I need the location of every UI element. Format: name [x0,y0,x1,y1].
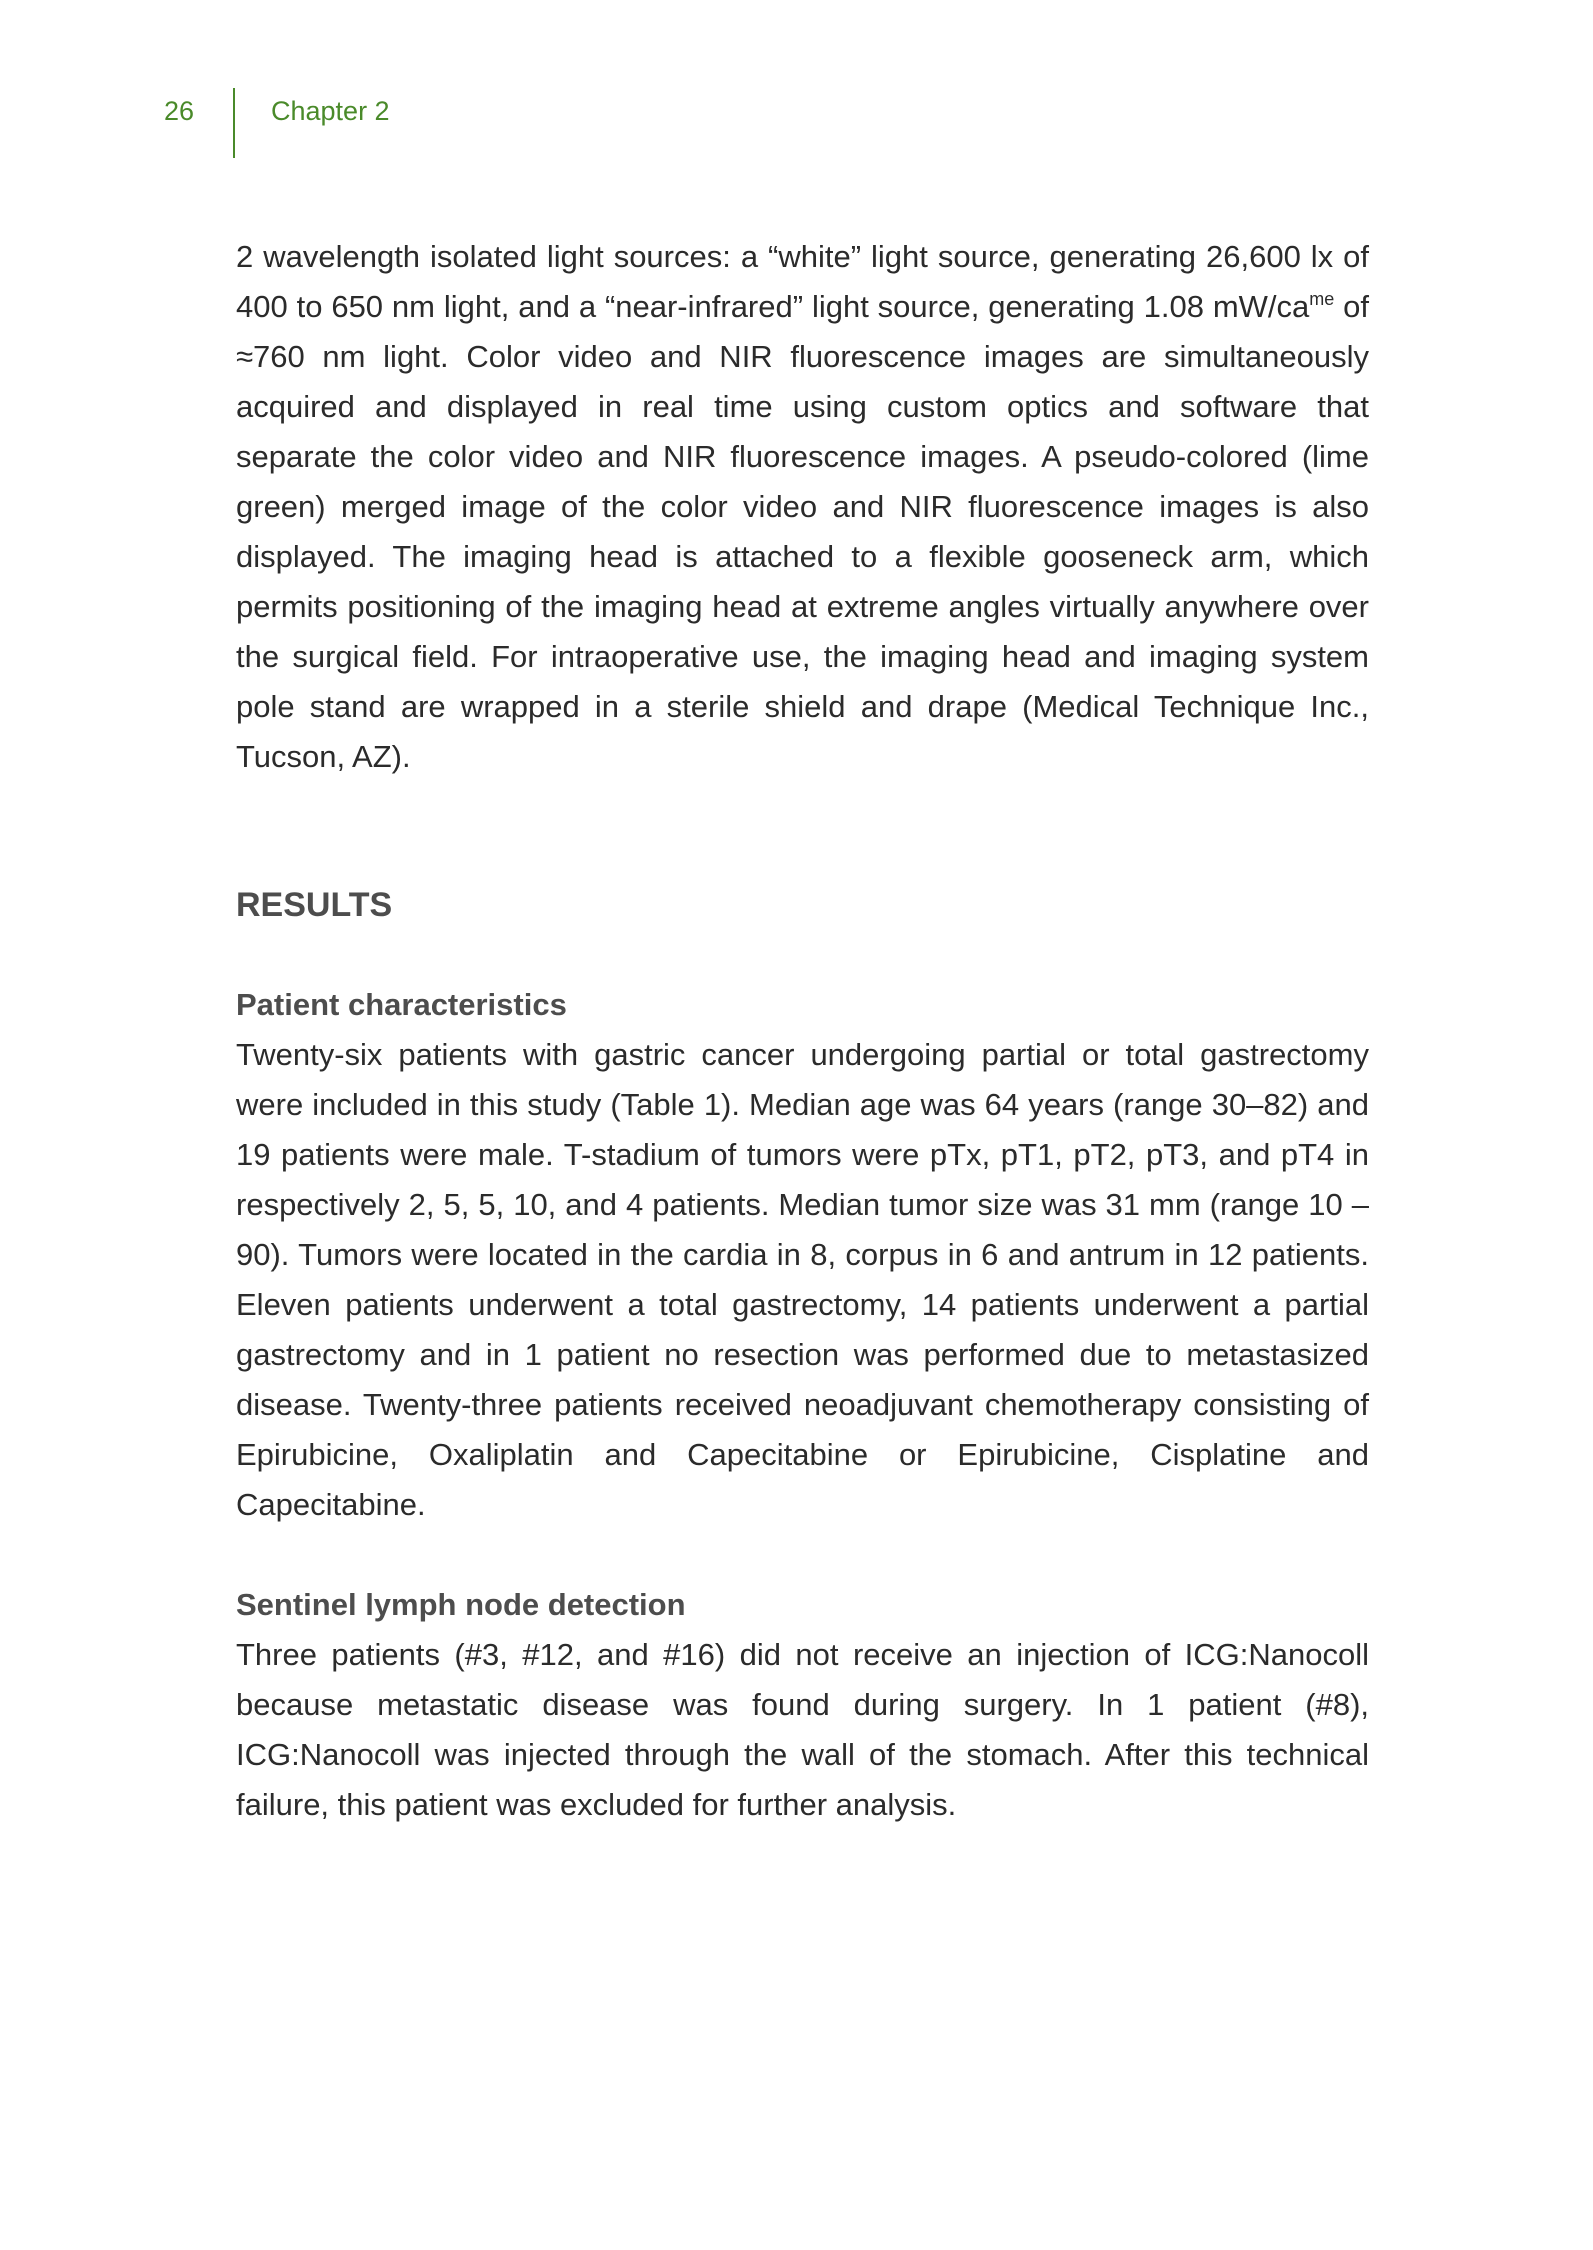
results-heading: RESULTS [236,886,393,924]
sentinel-node-paragraph: Three patients (#3, #12, and #16) did not receive an injection of ICG:Nanocoll because metastatic disease was found during surgery. In 1 patient (#8), ICG:Nanocoll was injected through the wall of the stomach. After this technical failure, this patient was excluded for further analysis. [236,1637,1369,1822]
page-number: 26 [164,96,195,126]
chapter-label: Chapter 2 [271,96,390,126]
unit-superscript: me [1309,289,1335,309]
running-head [0,88,1593,160]
methods-continuation-paragraph [236,232,1369,782]
header-divider [233,88,235,158]
intro-text-part-2: of ≈760 nm light. Color video and NIR fluorescence images are simultaneously acquired and displayed in real time using custom optics and software that separate the color video and NIR fluorescence images. A pseudo-colored (lime green) merged image of the color video and NIR fluorescence images is also displayed. The imaging head is attached to a flexible gooseneck arm, which permits positioning of the imaging head at extreme angles virtually anywhere over the surgical field. For intraoperative use, the imaging head and imaging system pole stand are wrapped in a sterile shield and drape (Medical Technique Inc., Tucson, AZ). [236,289,1369,774]
sentinel-node-heading: Sentinel lymph node detection [236,1587,686,1622]
patient-characteristics-paragraph: Twenty-six patients with gastric cancer undergoing partial or total gastrectomy were included in this study (Table 1). Median age was 64 years (range 30–82) and 19 patients were male. T-stadium of tumors were pTx, pT1, pT2, pT3, and pT4 in respectively 2, 5, 5, 10, and 4 patients. Median tumor size was 31 mm (range 10 – 90). Tumors were located in the cardia in 8, corpus in 6 and antrum in 12 patients. Eleven patients underwent a total gastrectomy, 14 patients underwent a partial gastrectomy and in 1 patient no resection was performed due to metastasized disease. Twenty-three patients received neoadjuvant chemotherapy consisting of Epirubicine, Oxaliplatin and Capecitabine or Epirubicine, Cisplatine and Capecitabine. [236,1037,1369,1522]
patient-characteristics-heading: Patient characteristics [236,987,567,1022]
page-body [236,232,1369,1830]
intro-text-part-1: 2 wavelength isolated light sources: a “white” light source, generating 26,600 lx of 400 to 650 nm light, and a “near-infrared” light source, generating 1.08 mW/ca [236,239,1369,324]
